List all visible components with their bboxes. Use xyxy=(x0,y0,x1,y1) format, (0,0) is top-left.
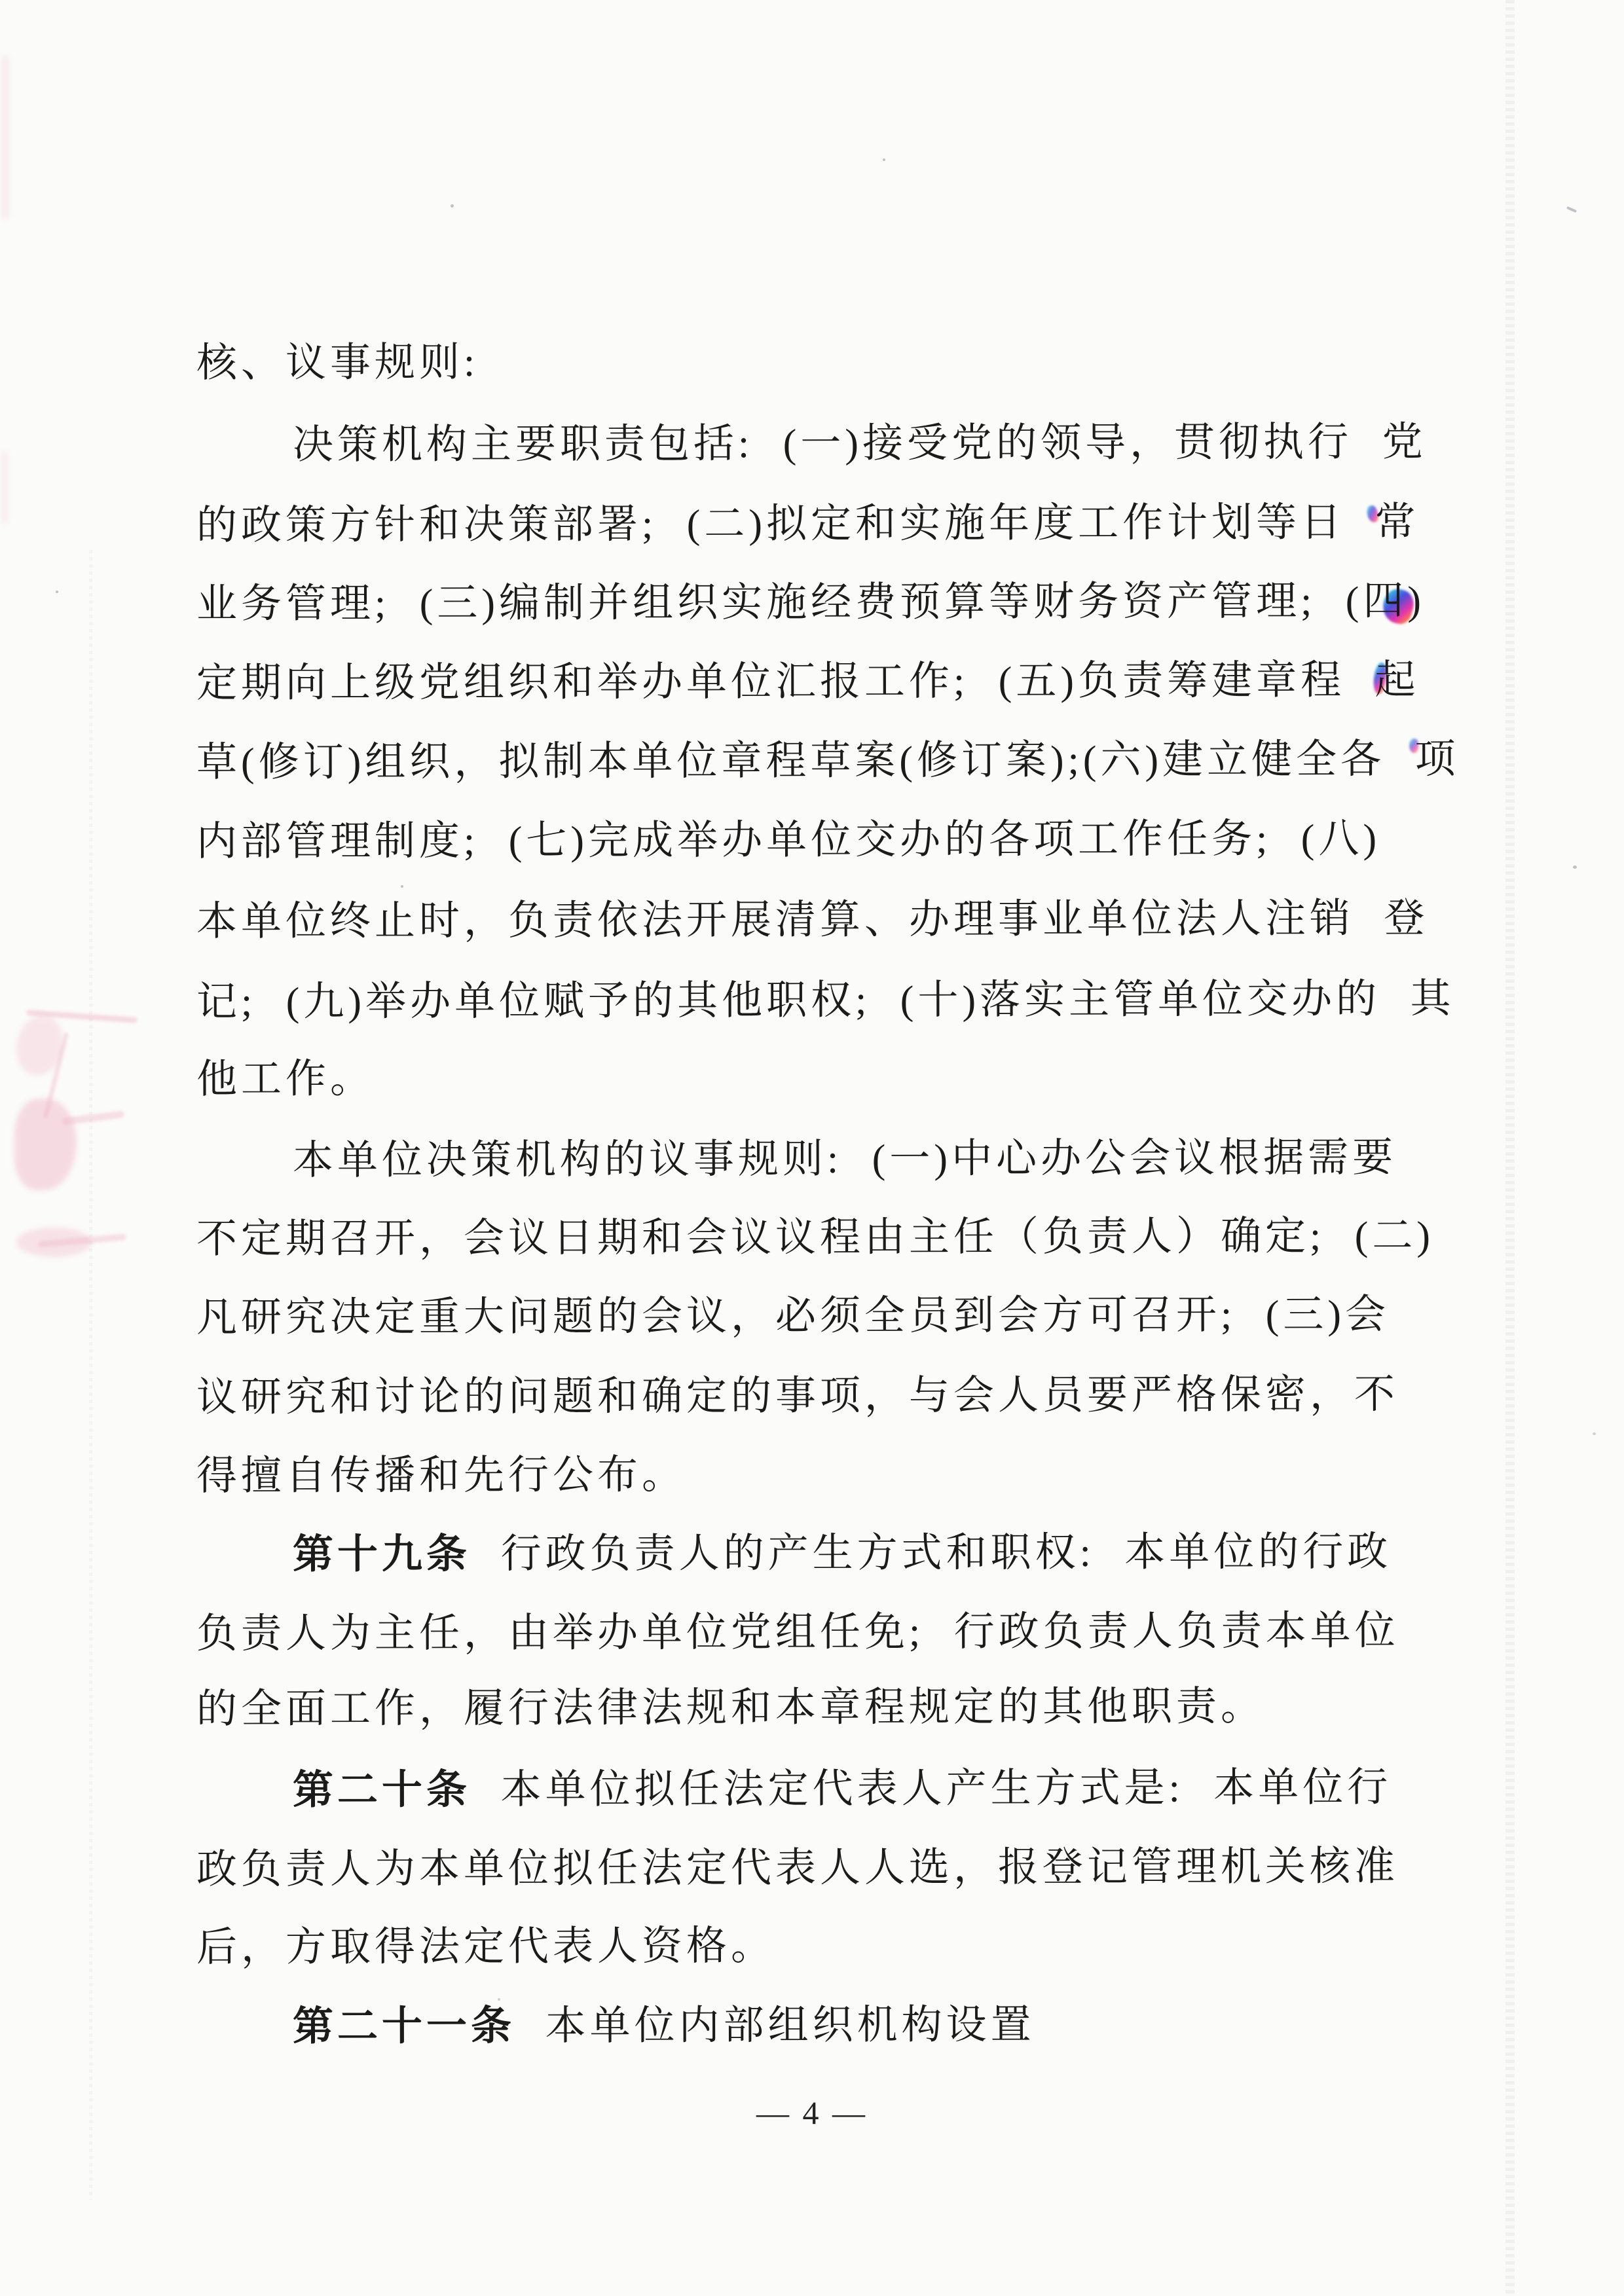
line-text: 定期向上级党组织和举办单位汇报工作; (五)负责筹建章程 起 xyxy=(196,658,1420,706)
paper-speck xyxy=(1566,206,1577,213)
text-line xyxy=(196,735,1460,787)
text-line xyxy=(196,894,1429,946)
line-text: 本单位内部组织机构设置 xyxy=(515,2003,1035,2049)
text-line xyxy=(196,1451,686,1501)
article-number: 第二十一条 xyxy=(292,2004,516,2049)
paper-speck xyxy=(1593,1432,1596,1435)
line-text: 记; (九)举办单位赋予的其他职权; (十)落实主管单位交办的 其 xyxy=(196,976,1455,1025)
line-text: 得擅自传播和先行公布。 xyxy=(196,1453,687,1499)
line-text: 核、议事规则: xyxy=(196,340,479,386)
line-text: 本单位终止时，负责依法开展清算、办理事业单位法人注销 登 xyxy=(196,896,1429,944)
text-line article-20-heading-line xyxy=(293,1764,1392,1815)
pink-bleed-mark xyxy=(1,452,8,524)
text-line xyxy=(196,1290,1390,1342)
pink-bleed-mark xyxy=(62,1110,125,1125)
paper-speck xyxy=(56,591,58,593)
text-line xyxy=(196,338,479,388)
article-number: 第二十条 xyxy=(292,1768,471,1813)
line-text: 的全面工作，履行法律法规和本章程规定的其他职责。 xyxy=(196,1684,1266,1732)
line-text: 议研究和讨论的问题和确定的事项，与会人员要严格保密，不 xyxy=(196,1372,1399,1420)
line-text: 凡研究决定重大问题的会议，必须全员到会方可召开; (三)会 xyxy=(196,1292,1390,1340)
line-text: 的政策方针和决策部署; (二)拟定和实施年度工作计划等日 常 xyxy=(196,500,1420,548)
paper-speck xyxy=(451,204,454,208)
line-text: 不定期召开，会议日期和会议议程由主任（负责人）确定; (二) xyxy=(196,1214,1435,1262)
text-line xyxy=(196,1842,1399,1894)
text-line xyxy=(196,814,1380,866)
text-line xyxy=(293,1134,1397,1185)
text-line xyxy=(196,1607,1399,1658)
line-text: 内部管理制度; (七)完成举办单位交办的各项工作任务; (八) xyxy=(196,816,1381,864)
line-text: 本单位决策机构的议事规则: (一)中心办公会议根据需要 xyxy=(292,1135,1397,1183)
text-line xyxy=(196,656,1420,708)
line-text: 政负责人为本单位拟任法定代表人人选，报登记管理机关核准 xyxy=(196,1844,1399,1892)
text-line article-19-heading-line xyxy=(293,1528,1392,1579)
pink-bleed-mark xyxy=(1,56,9,219)
paper-speck xyxy=(883,158,885,161)
text-line xyxy=(196,1370,1399,1422)
line-text: 决策机构主要职责包括: (一)接受党的领导，贯彻执行 党 xyxy=(292,420,1427,467)
text-line xyxy=(293,418,1427,469)
page-number: — 4 — xyxy=(756,2094,868,2131)
paper-speck xyxy=(401,885,403,888)
text-line xyxy=(196,498,1420,550)
paper-speck xyxy=(1573,866,1577,869)
text-line xyxy=(196,1212,1434,1264)
scan-noise-band-right xyxy=(1505,0,1515,2296)
line-text: 业务管理; (三)编制并组织实施经费预算等财务资产管理; (四) xyxy=(196,579,1426,627)
text-line xyxy=(196,1683,1265,1734)
line-text: 后，方取得法定代表人资格。 xyxy=(196,1923,776,1970)
line-text: 草(修订)组织，拟制本单位章程草案(修订案);(六)建立健全各 项 xyxy=(196,737,1460,785)
scan-noise-band-left xyxy=(89,550,92,2200)
line-text: 负责人为主任，由举办单位党组任免; 行政负责人负责本单位 xyxy=(196,1609,1399,1656)
line-text: 他工作。 xyxy=(196,1057,375,1102)
text-line xyxy=(196,1922,775,1972)
text-line xyxy=(196,577,1425,629)
line-text: 本单位拟任法定代表人产生方式是: 本单位行 xyxy=(470,1765,1392,1813)
paper-speck xyxy=(498,1998,500,2001)
text-line xyxy=(196,975,1455,1027)
text-line xyxy=(196,1055,375,1104)
text-line article-21-heading-line xyxy=(293,2001,1035,2051)
pink-bleed-mark xyxy=(14,1099,77,1190)
article-number: 第十九条 xyxy=(292,1532,471,1577)
line-text: 行政负责人的产生方式和职权: 本单位的行政 xyxy=(470,1529,1392,1577)
